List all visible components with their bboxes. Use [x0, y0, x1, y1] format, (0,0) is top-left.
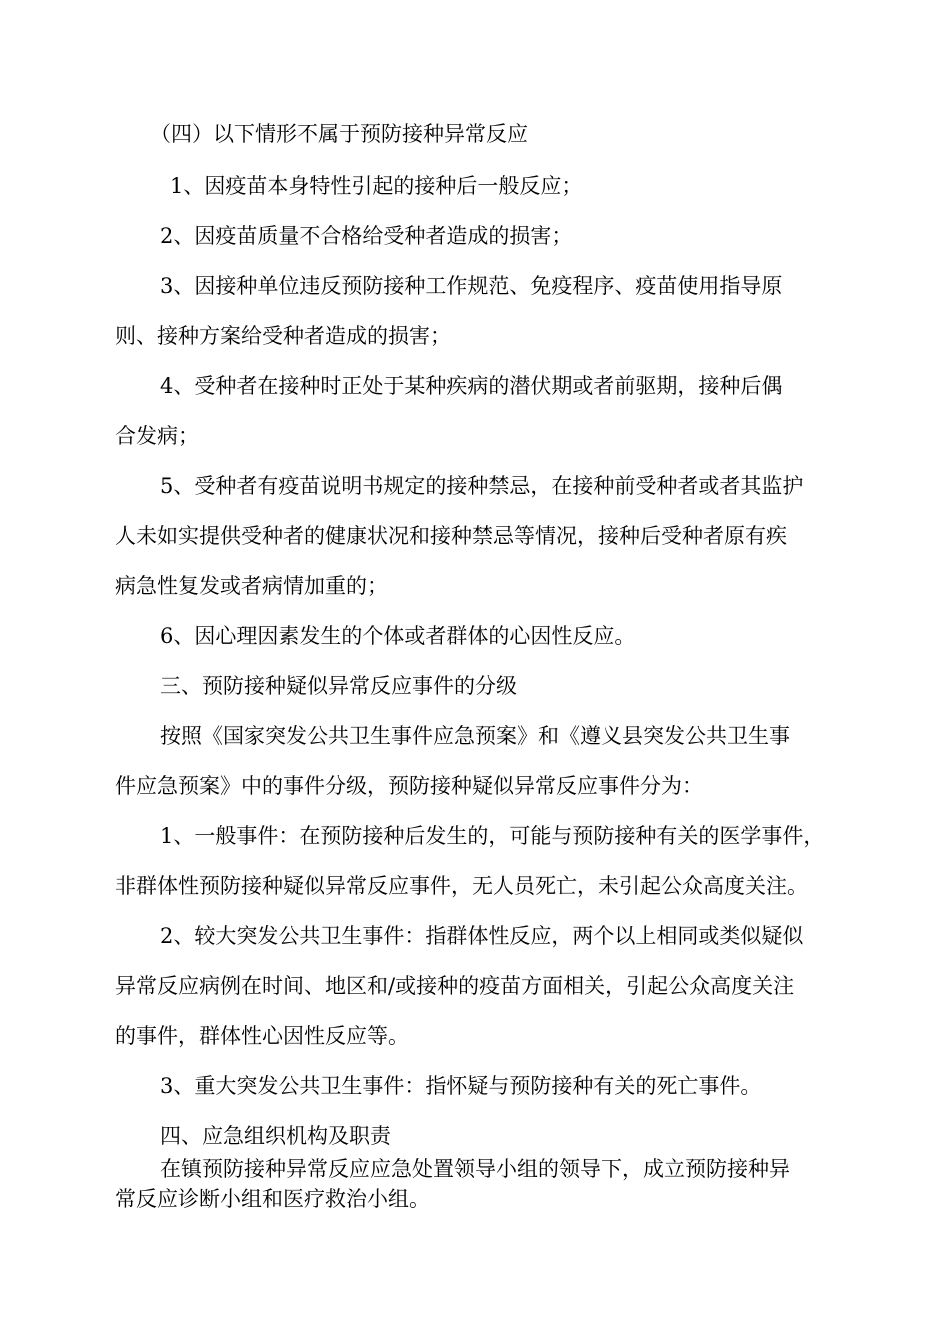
text-line: 1、一般事件：在预防接种后发生的，可能与预防接种有关的医学事件， — [160, 824, 825, 848]
text-line: 2、因疫苗质量不合格给受种者造成的损害； — [160, 224, 573, 248]
text-line: 在镇预防接种异常反应应急处置领导小组的领导下，成立预防接种异 — [160, 1157, 790, 1181]
text-line: 病急性复发或者病情加重的； — [115, 574, 388, 598]
text-line: 6、因心理因素发生的个体或者群体的心因性反应。 — [160, 624, 636, 648]
text-line: 1、因疫苗本身特性引起的接种后一般反应； — [170, 174, 583, 198]
text-line: 3、因接种单位违反预防接种工作规范、免疫程序、疫苗使用指导原 — [160, 274, 783, 298]
text-line: 5、受种者有疫苗说明书规定的接种禁忌，在接种前受种者或者其监护 — [160, 474, 804, 498]
text-line: （四）以下情形不属于预防接种异常反应 — [150, 122, 528, 146]
text-line: 非群体性预防接种疑似异常反应事件，无人员死亡，未引起公众高度关注。 — [115, 874, 808, 898]
text-line: 异常反应病例在时间、地区和/或接种的疫苗方面相关，引起公众高度关注 — [115, 974, 795, 998]
text-line: 件应急预案》中的事件分级，预防接种疑似异常反应事件分为： — [115, 774, 703, 798]
section-heading: 四、应急组织机构及职责 — [160, 1124, 391, 1148]
text-line: 人未如实提供受种者的健康状况和接种禁忌等情况，接种后受种者原有疾 — [115, 524, 787, 548]
text-line: 2、较大突发公共卫生事件：指群体性反应，两个以上相同或类似疑似 — [160, 924, 804, 948]
text-line: 的事件，群体性心因性反应等。 — [115, 1024, 409, 1048]
text-line: 常反应诊断小组和医疗救治小组。 — [115, 1187, 430, 1211]
text-line: 则、接种方案给受种者造成的损害； — [115, 324, 451, 348]
text-line: 4、受种者在接种时正处于某种疾病的潜伏期或者前驱期，接种后偶 — [160, 374, 783, 398]
text-line: 合发病； — [115, 424, 199, 448]
text-line: 按照《国家突发公共卫生事件应急预案》和《遵义县突发公共卫生事 — [160, 724, 790, 748]
text-line: 3、重大突发公共卫生事件：指怀疑与预防接种有关的死亡事件。 — [160, 1074, 762, 1098]
section-heading: 三、预防接种疑似异常反应事件的分级 — [160, 674, 517, 698]
